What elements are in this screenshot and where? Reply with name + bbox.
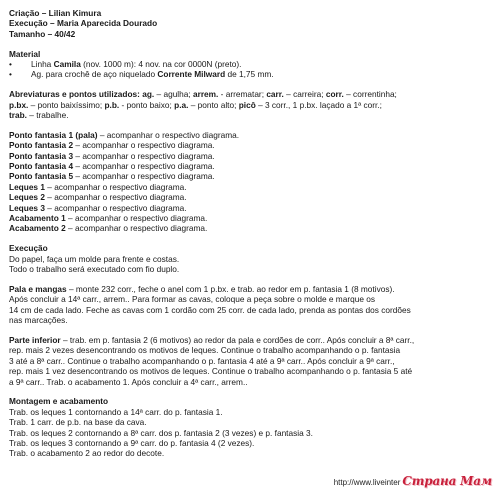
- finishing-line: Trab. os leques 1 contornando a 14ª carr. do p. fantasia 1.: [9, 406, 223, 417]
- abbreviations-line: trab. – trabalhe.: [9, 110, 69, 121]
- bullet-glyph: •: [9, 59, 12, 70]
- inferior-title: Parte inferior: [9, 334, 61, 345]
- material-item: • Ag. para crochê de aço niquelado Corrente Milward de 1,75 mm.: [9, 69, 274, 80]
- material-block: [9, 49, 491, 80]
- finishing-heading: Montagem e acabamento: [9, 396, 109, 407]
- paragraph-line: a 9ª carr.. Trab. o acabamento 1. Após concluir a 4ª carr., arrem..: [9, 376, 248, 387]
- paragraph-line: 14 cm de cada lado. Feche as cavas com 1 cordão com 25 corr. de cada lado, prenda as pontas dos cordões: [9, 304, 411, 315]
- execution-block: [9, 243, 491, 274]
- finishing-line: Trab. os leques 2 contornando a 8ª carr. dos p. fantasia 2 (3 vezes) e p. fantasia 3.: [9, 427, 313, 438]
- execution-line: Todo o trabalho será executado com fio duplo.: [9, 264, 180, 275]
- credit-execution: Execução – Maria Aparecida Dourado: [9, 18, 158, 29]
- diagram-item: Ponto fantasia 5 – acompanhar o respectivo diagrama.: [9, 171, 215, 182]
- pala-title: Pala e mangas: [9, 283, 67, 294]
- finishing-line: Trab. os leques 3 contornando a 9ª carr. do p. fantasia 4 (2 vezes).: [9, 437, 255, 448]
- execution-line: Do papel, faça um molde para frente e costas.: [9, 253, 180, 264]
- paragraph-line: Parte inferior – trab. em p. fantasia 2 (6 motivos) ao redor da pala e cordões de corr.. Após concluir a 8ª carr.,: [9, 334, 415, 345]
- finishing-line: Trab. 1 carr. de p.b. na base da cava.: [9, 417, 147, 428]
- montagem-block: [9, 396, 491, 458]
- diagram-item: Leques 1 – acompanhar o respectivo diagrama.: [9, 181, 187, 192]
- diagram-list: [9, 130, 491, 234]
- diagram-item: Acabamento 1 – acompanhar o respectivo diagrama.: [9, 213, 208, 224]
- material-heading: Material: [9, 48, 41, 59]
- diagram-item: Ponto fantasia 4 – acompanhar o respectivo diagrama.: [9, 161, 215, 172]
- paragraph-line: Pala e mangas – monte 232 corr., feche o anel com 1 p.bx. e trab. ao redor em p. fantasia 1 (8 motivos).: [9, 283, 395, 294]
- bullet-glyph: •: [9, 69, 12, 80]
- watermark-logo: Страна Мам: [402, 474, 492, 488]
- diagram-item: Leques 2 – acompanhar o respectivo diagrama.: [9, 192, 187, 203]
- diagram-item: Ponto fantasia 2 – acompanhar o respectivo diagrama.: [9, 140, 215, 151]
- document-page: [9, 8, 491, 459]
- abbreviations-line: Abreviaturas e pontos utilizados: ag. – agulha; arrem. - arrematar; carr. – carreira; corr. – correntinha;: [9, 89, 397, 100]
- watermark: [334, 474, 492, 488]
- credit-creation: Criação – Lilian Kimura: [9, 8, 102, 18]
- diagram-item: Acabamento 2 – acompanhar o respectivo diagrama.: [9, 223, 208, 234]
- credit-size: Tamanho – 40/42: [9, 28, 76, 39]
- execution-heading: Execução: [9, 243, 48, 254]
- paragraph-line: nas marcações.: [9, 315, 68, 326]
- abbreviations-line: p.bx. – ponto baixíssimo; p.b. - ponto baixo; p.a. – ponto alto; picô – 3 corr., 1 p.bx. laçado a 1ª corr.;: [9, 99, 382, 110]
- credits-block: [9, 8, 491, 39]
- pala-mangas-block: [9, 284, 491, 326]
- diagram-item: Ponto fantasia 1 (pala) – acompanhar o respectivo diagrama.: [9, 129, 240, 140]
- abbreviations-block: [9, 89, 491, 120]
- diagram-item: Leques 3 – acompanhar o respectivo diagrama.: [9, 202, 187, 213]
- diagram-item: Ponto fantasia 3 – acompanhar o respectivo diagrama.: [9, 150, 215, 161]
- paragraph-line: Após concluir a 14ª carr., arrem.. Para formar as cavas, coloque a peça sobre o molde e marque os: [9, 294, 376, 305]
- watermark-url: http://www.liveinter: [333, 478, 401, 487]
- material-item: • Linha Camila (nov. 1000 m): 4 nov. na cor 0000N (preto).: [9, 59, 242, 70]
- paragraph-line: 3 até a 8ª carr.. Continue o trabalho acompanhando o p. fantasia 4 até a 9ª carr.. Após concluir a 9ª carr.,: [9, 355, 395, 366]
- paragraph-line: rep. mais 1 vez desencontrando os motivos de leques. Continue o trabalho acompanhando o p. fantasia 5 até: [9, 366, 413, 377]
- parte-inferior-block: [9, 335, 491, 387]
- finishing-line: Trab. o acabamento 2 ao redor do decote.: [9, 448, 165, 459]
- paragraph-line: rep. mais 2 vezes desencontrando os motivos de leques. Continue o trabalho acompanhando o p. fantasia: [9, 345, 401, 356]
